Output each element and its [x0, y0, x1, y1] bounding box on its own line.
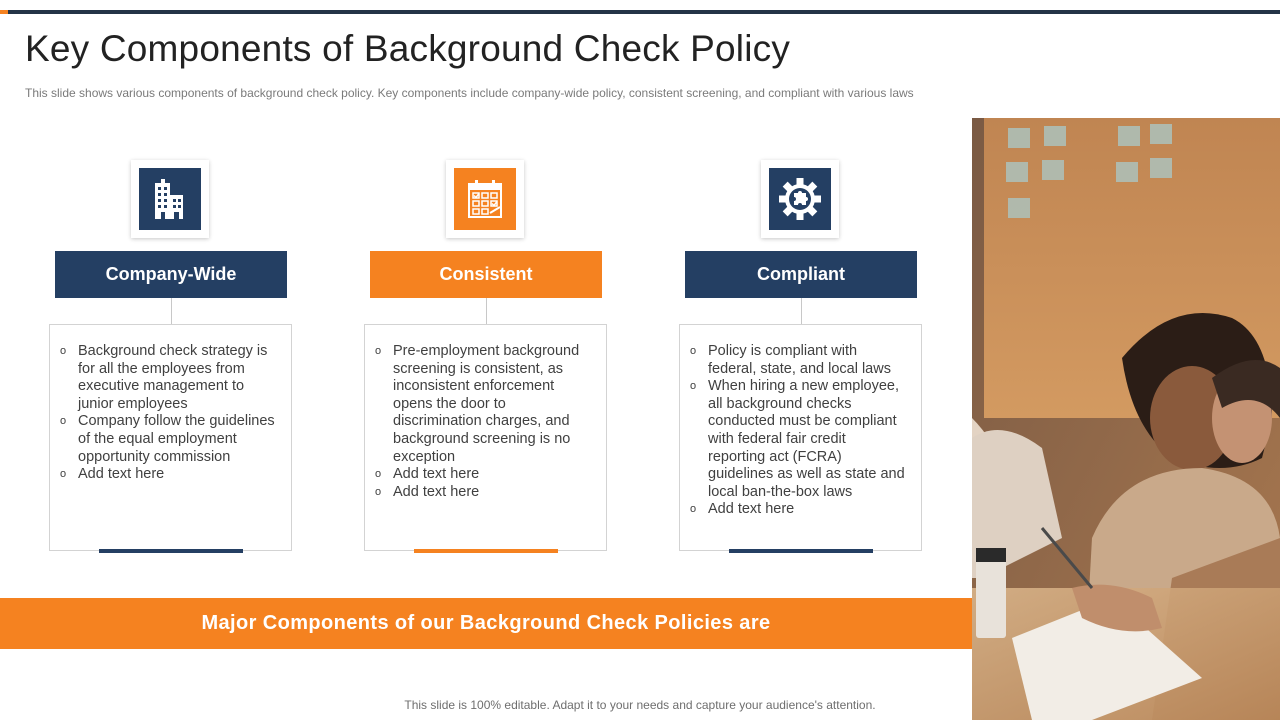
top-rule-accent: [0, 10, 8, 14]
component-column-company-wide: [49, 0, 299, 560]
list-item: o Add text here: [375, 466, 592, 484]
office-meeting-photo: [972, 118, 1280, 720]
box-underline: [99, 549, 243, 553]
component-column-compliant: [679, 0, 929, 560]
slide-subtitle: This slide shows various components of background check policy. Key components include company-wide policy, consistent screening, and compliant with various laws: [25, 86, 914, 100]
connector-line: [486, 298, 487, 324]
icon-card: [131, 160, 209, 238]
component-text-box: [49, 324, 292, 551]
list-item: o When hiring a new employee, all background checks conducted must be compliant with federal fair credit reporting act (FCRA) guidelines as well as state and local ban-the-box laws: [690, 378, 907, 501]
list-item: o Background check strategy is for all the employees from executive management to junior employees: [60, 343, 277, 413]
icon-card: [761, 160, 839, 238]
component-text-box: [679, 324, 922, 551]
list-item: o Pre-employment background screening is consistent, as inconsistent enforcement opens the door to discrimination charges, and background screening is no exception: [375, 343, 592, 466]
box-underline: [414, 549, 558, 553]
box-underline: [729, 549, 873, 553]
footer-text: This slide is 100% editable. Adapt it to your needs and capture your audience's attention.: [404, 698, 876, 712]
component-header: Company-Wide: [55, 251, 287, 298]
list-item: o Add text here: [60, 466, 277, 484]
component-header: Compliant: [685, 251, 917, 298]
building-icon: [139, 168, 201, 230]
component-header: Consistent: [370, 251, 602, 298]
list-item: o Policy is compliant with federal, state, and local laws: [690, 343, 907, 378]
icon-card: [446, 160, 524, 238]
footer-note: [0, 698, 1280, 712]
component-column-consistent: [364, 0, 614, 560]
list-item: o Company follow the guidelines of the equal employment opportunity commission: [60, 413, 277, 466]
list-item: o Add text here: [375, 484, 592, 502]
list-item: o Add text here: [690, 501, 907, 519]
connector-line: [801, 298, 802, 324]
slide-title: Key Components of Background Check Policy: [25, 28, 791, 69]
connector-line: [171, 298, 172, 324]
calendar-checklist-icon: [454, 168, 516, 230]
summary-banner: Major Components of our Background Check Policies are: [0, 598, 972, 649]
component-text-box: [364, 324, 607, 551]
gear-puzzle-icon: [769, 168, 831, 230]
